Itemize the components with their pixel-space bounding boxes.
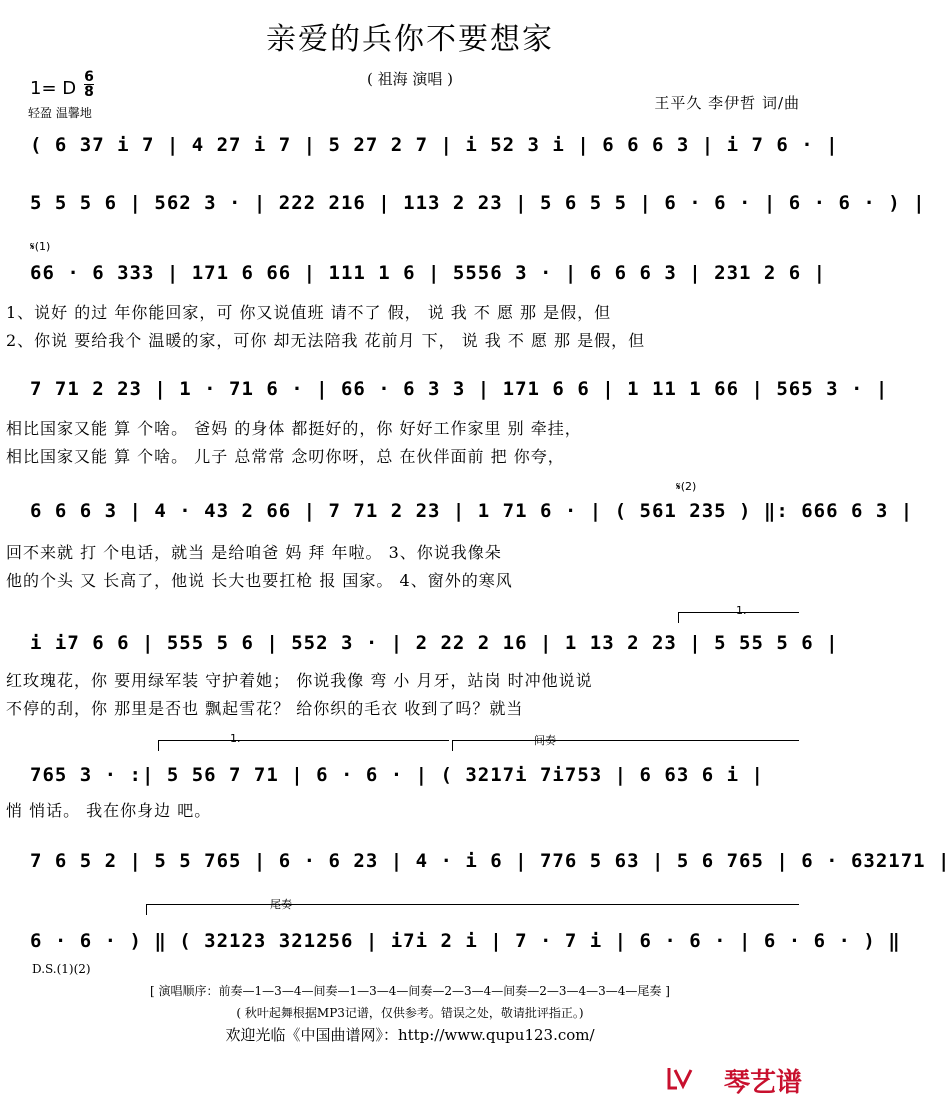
lyric-line-4b: 相比国家又能 算 个啥。 儿子 总常常 念叨你呀，总 在伙伴面前 把 你夸， <box>6 447 565 466</box>
qinyipu-logo-icon <box>665 1064 695 1092</box>
outro-label: 尾奏 <box>270 898 292 911</box>
song-title: 亲爱的兵你不要想家 <box>266 22 554 57</box>
lyric-line-4a: 相比国家又能 算 个啥。 爸妈 的身体 都挺好的，你 好好工作家里 别 牵挂， <box>6 419 582 438</box>
lyric-line-3b: 2、你说 要给我个 温暖的家，可你 却无法陪我 花前月 下， 说 我 不 愿 那 是假，但 <box>6 331 646 350</box>
meter-top: 6 <box>84 69 94 85</box>
tempo-marking: 轻盈 温馨地 <box>28 106 92 120</box>
performance-order: [ 演唱顺序：前奏—1—3—4—间奏—1—3—4—间奏—2—3—4—间奏—2—3—4—3—4—尾奏 ] <box>150 984 670 998</box>
meter-bottom: 8 <box>84 84 94 100</box>
lyric-line-7a: 悄 悄话。 我在你身边 吧。 <box>6 801 212 820</box>
dal-segno-mark: D.S.(1)(2) <box>32 962 91 976</box>
segno-mark-2: 𝄋(2) <box>676 480 697 493</box>
time-signature <box>84 70 94 99</box>
volta-label-1: 1. <box>736 604 747 617</box>
outro-bracket <box>146 904 799 915</box>
website-welcome: 欢迎光临《中国曲谱网》：http://www.qupu123.com/ <box>225 1026 595 1044</box>
lyric-line-6b: 不停的刮，你 那里是否也 飘起雪花？ 给你织的毛衣 收到了吗？就当 <box>6 699 524 718</box>
notation-line-7: 765 3 · :| 5 56 7 71 | 6 · 6 · | ( 3217i 7i753 | 6 63 6 i | <box>30 764 764 786</box>
notation-line-9: 6 · 6 · ) ‖ ( 32123 321256 | i7i 2 i | 7 · 7 i | 6 · 6 · | 6 · 6 · ) ‖ <box>30 930 901 952</box>
lyric-line-5b: 他的个头 又 长高了，他说 长大也要扛枪 报 国家。 4、窗外的寒风 <box>6 571 513 590</box>
lyric-line-3a: 1、说好 的过 年你能回家，可 你又说值班 请不了 假， 说 我 不 愿 那 是假，但 <box>6 303 612 322</box>
authors-credit: 王平久 李伊哲 词/曲 <box>654 94 800 112</box>
volta-bracket-2 <box>158 740 449 751</box>
notation-line-6: i i7 6 6 | 555 5 6 | 552 3 · | 2 22 2 16 | 1 13 2 23 | 5 55 5 6 | <box>30 632 839 654</box>
notation-line-5: 6 6 6 3 | 4 · 43 2 66 | 7 71 2 23 | 1 71 6 · | ( 561 235 ) ‖: 666 6 3 | <box>30 500 914 522</box>
notation-line-1: ( 6 37 i 7 | 4 27 i 7 | 5 27 2 7 | i 52 3 i | 6 6 6 3 | i 7 6 · | <box>30 134 839 156</box>
notation-line-3: 66 · 6 333 | 171 6 66 | 111 1 6 | 5556 3 · | 6 6 6 3 | 231 2 6 | <box>30 262 827 284</box>
lyric-line-6a: 红玫瑰花，你 要用绿军装 守护着她； 你说我像 弯 小 月牙，站岗 时冲他说说 <box>6 671 593 690</box>
key-signature: 1= D <box>30 78 77 99</box>
interlude-bracket <box>452 740 799 751</box>
notation-line-2: 5 5 5 6 | 562 3 · | 222 216 | 113 2 23 | 5 6 5 5 | 6 · 6 · | 6 · 6 · ) | <box>30 192 926 214</box>
lyric-line-5a: 回不来就 打 个电话，就当 是给咱爸 妈 拜 年啦。 3、你说我像朵 <box>6 543 502 562</box>
interlude-label: 间奏 <box>534 734 556 747</box>
notation-line-8: 7 6 5 2 | 5 5 765 | 6 · 6 23 | 4 · i 6 | 776 5 63 | 5 6 765 | 6 · 632171 | <box>30 850 950 872</box>
volta-label-2: 1. <box>230 732 241 745</box>
singer-credit: ( 祖海 演唱 ) <box>366 70 453 88</box>
notation-line-4: 7 71 2 23 | 1 · 71 6 · | 66 · 6 3 3 | 171 6 6 | 1 11 1 66 | 565 3 · | <box>30 378 889 400</box>
segno-mark-1: 𝄋(1) <box>30 240 51 253</box>
site-logo-text: 琴艺谱 <box>723 1068 802 1098</box>
transcription-note: ( 秋叶起舞根据MP3记谱，仅供参考。错误之处，敬请批评指正。) <box>236 1006 584 1020</box>
